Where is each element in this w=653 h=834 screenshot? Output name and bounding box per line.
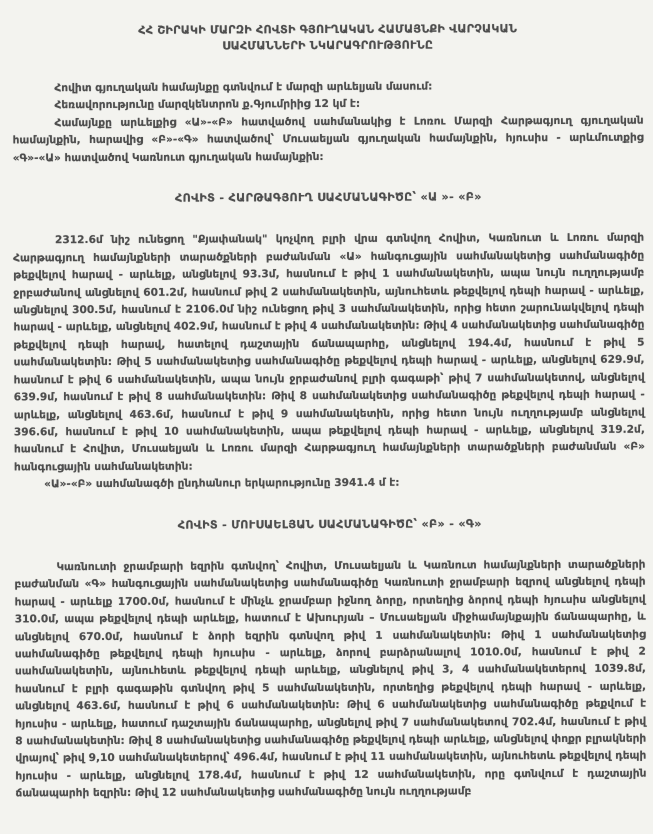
intro-paragraph-distance: Հեռավորությունը մարզկենտրոն ք.Գյումրիից 12 կմ է:	[54, 98, 361, 112]
intro-block	[12, 78, 643, 168]
intro-paragraph-location: Հովիտ գյուղական համայնքը գտնվում է մարզի արևելյան մասում:	[54, 80, 433, 95]
section-body-hovit-musaelyan: Կառնուտի ջրամբարի եզրին գտնվող՝ Հովիտ, Մուսաելյան և Կառնուտ համայնքների տարածքների բաժանման «Գ» հանգուցային սահմանակետից սահմանագիծը Կառնուտի ջրամբարի եզրով անցնելով դեպի հարավ - արևելք 1700.0մ, հասնում է մինչև ջրամբար իջնող ձորը, որտեղից ձորով դեպի հյուսիս անցնելով 310.0մ, ապա թեքվելով դեպի արևելք, հատում է Ախուրյան – Մուսաելյան միջհամայնքային ճանապարհը, և անցնելով 670.0մ, հասնում է ձորի եզրին գտնվող թիվ 1 սահմանակետին: Թիվ 1 սահմանակետից սահմանագիծը թեքվելով դեպի հյուսիս - արևելք, ձորով բարձրանալով 1010.0մ, հասնում է թիվ 2 սահմանակետին, այնուհետև թեքվելով դեպի արևելք, անցնելով թիվ 3, 4 սահմանակետերով 1039.8մ, հասնում է բլրի գագաթին գտնվող թիվ 5 սահմանակետին, որտեղից թեքվելով դեպի հարավ - արևելք, անցնելով 463.6մ, հասնում է թիվ 6 սահմանակետին: Թիվ 6 սահմանակետից սահմանագիծը թեքվում է հյուսիս - արևելք, հատում դաշտային ճանապարհը, անցնելով թիվ 7 սահմանակետով 702.4մ, հասնում է թիվ 8 սահմանակետին: Թիվ 8 սահմանակետից սահմանագիծը թեքվելով դեպի արևելք, անցնելով փոքր բլրակների վրայով՝ թիվ 9,10 սահմանակետերով՝ 496.4մ, հասնում է թիվ 11 սահմանակետին, այնուհետև թեքվելով դեպի հյուսիս - արևելք, անցնելով 178.4մ, հասնում է թիվ 12 սահմանակետին, որը գտնվում է դաշտային ճանապարհի եզրին: Թիվ 12 սահմանակետից սահմանագիծը նույն ուղղությամբ	[14, 558, 647, 800]
section-heading-hovit-hartagyugh: ՀՈՎԻՏ - ՀԱՐԹԱԳՅՈՒՂ ՍԱՀՄԱՆԱԳԻԾԸ՝ «Ա »- «Բ»	[174, 190, 482, 205]
section-total-length-a-b: «Ա»-«Բ» սահմանագծի ընդհանուր երկարությունը 3941.4 մ է:	[44, 476, 400, 491]
intro-paragraph-neighbors: Համայնքը արևելքից «Ա»-«Բ» հատվածով սահմանակից է Լոռու Մարզի Հարթագյուղ գյուղական համայնքին, հարավից «Բ»-«Գ» հատվածով՝ Մուսաելյան գյուղական համայնքին, հյուսիս - արևմուտքից «Գ»-«Ա» հատվածով Կառնուտ գյուղական համայնքին:	[12, 114, 644, 164]
document-title-line-2: ՍԱՀՄԱՆՆԵՐԻ ՆԿԱՐԱԳՐՈՒԹՅՈՒՆԸ	[222, 38, 434, 52]
document-title-line-1: ՀՀ ՇԻՐԱԿԻ ՄԱՐԶԻ ՀՈՎՏԻ ԳՅՈՒՂԱԿԱՆ ՀԱՄԱՅՆՔԻ ՎԱՐՉԱԿԱՆ	[138, 22, 518, 37]
section-body-hovit-hartagyugh: 2312.6մ նիշ ունեցող "Քյափանակ" կոչվող բլրի վրա գտնվող Հովիտ, Կառնուտ և Լոռու մարզի Հարթագյուղ համայնքների տարածքների բաժանման «Ա» հանգուցային սահմանակետից սահմանագիծը թեքվելով հարավ - արևելք, անցնելով 93.3մ, հասնում է թիվ 1 սահմանակետին, ապա նույն ուղղությամբ ջրբաժանով անցնելով 601.2մ, հասնում թիվ 2 սահմանակետին, այնուհետև թեքվելով դեպի հարավ - արևելք, անցնելով 300.5մ, հասնում է 2106.0մ նիշ ունեցող թիվ 3 սահմանակետին, որից հետո շարունակվելով դեպի հարավ - արևելք, անցնելով 402.9մ, հասնում է թիվ 4 սահմանակետին: Թիվ 4 սահմանակետից սահմանագիծը թեքվելով դեպի հարավ, հատելով դաշտային ճանապարհը, անցնելով 194.4մ, հասնում է թիվ 5 սահմանակետին: Թիվ 5 սահմանակետից սահմանագիծը թեքվելով դեպի հարավ - արևելք, անցնելով 629.9մ, հասնում է թիվ 6 սահմանակետին, ապա նույն ջրբաժանով բլրի գագաթի՝ թիվ 7 սահմանակետով, անցնելով 639.9մ, հասնում է թիվ 8 սահմանակետին: Թիվ 8 սահմանակետից սահմանագիծը թեքվելով դեպի հարավ - արևելք, անցնելով 463.6մ, հասնում է թիվ 9 սահմանակետին, որից հետո նույն ուղղությամբ անցնելով 396.6մ, հասնում է թիվ 10 սահմանակետին, ապա թեքվելով դեպի հարավ - արևելք, անցնելով 319.2մ, հասնում է Հովիտ, Մուսաելյան և Լոռու մարզի Հարթագյուղ համայնքների տարածքների բաժանման «Բ» հանգուցային սահմանակետին:	[13, 232, 645, 474]
section-heading-hovit-musaelyan: ՀՈՎԻՏ - ՄՈՒՍԱԵԼՅԱՆ ՍԱՀՄԱՆԱԳԻԾԸ՝ «Բ» - «Գ»	[177, 516, 482, 532]
